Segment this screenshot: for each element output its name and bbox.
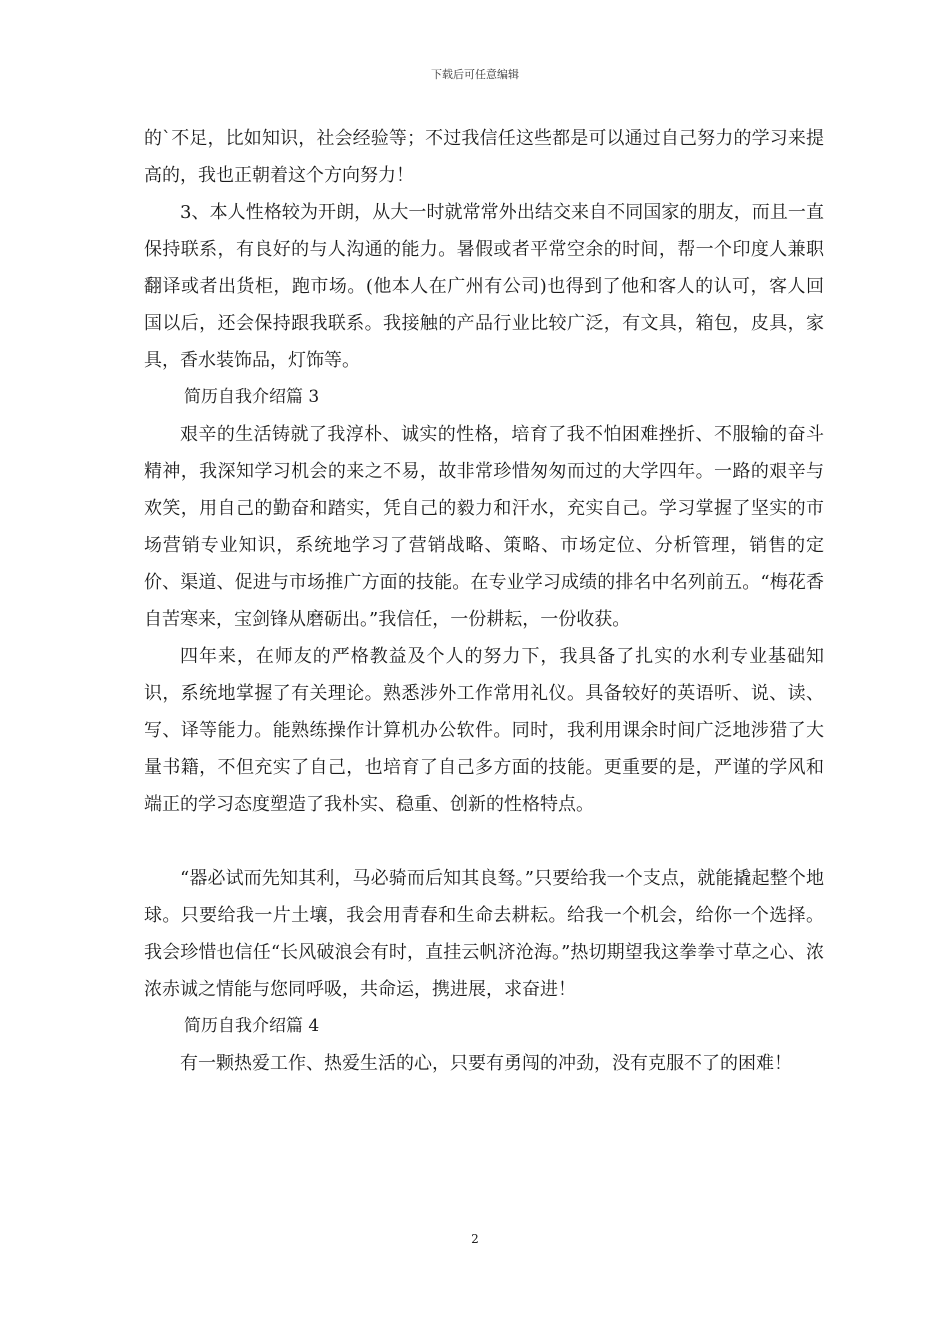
paragraph-personality: 3、本人性格较为开朗，从大一时就常常外出结交来自不同国家的朋友，而且一直保持联系，有良好的与人沟通的能力。暑假或者平常空余的时间，帮一个印度人兼职翻译或者出货柜，跑市场。(他本人在广州有公司)也得到了他和客人的认可，客人回国以后，还会保持跟我联系。我接触的产品行业比较广泛，有文具，箱包，皮具，家具，香水装饰品，灯饰等。 — [144, 202, 824, 371]
paragraph-four-years: 四年来，在师友的严格教益及个人的努力下，我具备了扎实的水利专业基础知识，系统地掌握了有关理论。熟悉涉外工作常用礼仪。具备较好的英语听、说、读、写、译等能力。能熟练操作计算机办公软件。同时，我利用课余时间广泛地涉猎了大量书籍，不但充实了自己，也培育了自己多方面的技能。更重要的是，严谨的学风和端正的学习态度塑造了我朴实、稳重、创新的性格特点。 — [144, 646, 824, 815]
paragraph-life-experience: 艰辛的生活铸就了我淳朴、诚实的性格，培育了我不怕困难挫折、不服输的奋斗精神，我深知学习机会的来之不易，故非常珍惜匆匆而过的大学四年。一路的艰辛与欢笑，用自己的勤奋和踏实，凭自己的毅力和汗水，充实自己。学习掌握了坚实的市场营销专业知识，系统地学习了营销战略、策略、市场定位、分析管理，销售的定价、渠道、促进与市场推广方面的技能。在专业学习成绩的排名中名列前五。“梅花香自苦寒来，宝剑锋从磨砺出。”我信任，一份耕耘，一份收获。 — [144, 424, 824, 630]
document-body — [144, 120, 824, 1082]
section-heading-4: 简历自我介绍篇 4 — [184, 1016, 320, 1036]
page-number: 2 — [471, 1232, 479, 1246]
blank-line — [144, 823, 824, 860]
paragraph-passion: 有一颗热爱工作、热爱生活的心，只要有勇闯的冲劲，没有克服不了的困难！ — [180, 1053, 792, 1074]
page-header: 下载后可任意编辑 — [431, 68, 519, 81]
section-heading-3: 简历自我介绍篇 3 — [184, 387, 320, 407]
paragraph-closing-quote: “器必试而先知其利，马必骑而后知其良驽。”只要给我一个支点，就能撬起整个地球。只要给我一片土壤，我会用青春和生命去耕耘。给我一个机会，给你一个选择。我会珍惜也信任“长风破浪会有时，直挂云帆济沧海。”热切期望我这拳拳寸草之心、浓浓赤诚之情能与您同呼吸，共命运，携进展，求奋进！ — [144, 868, 824, 1000]
paragraph-continuation: 的`不足，比如知识，社会经验等；不过我信任这些都是可以通过自己努力的学习来提高的，我也正朝着这个方向努力！ — [144, 128, 824, 186]
